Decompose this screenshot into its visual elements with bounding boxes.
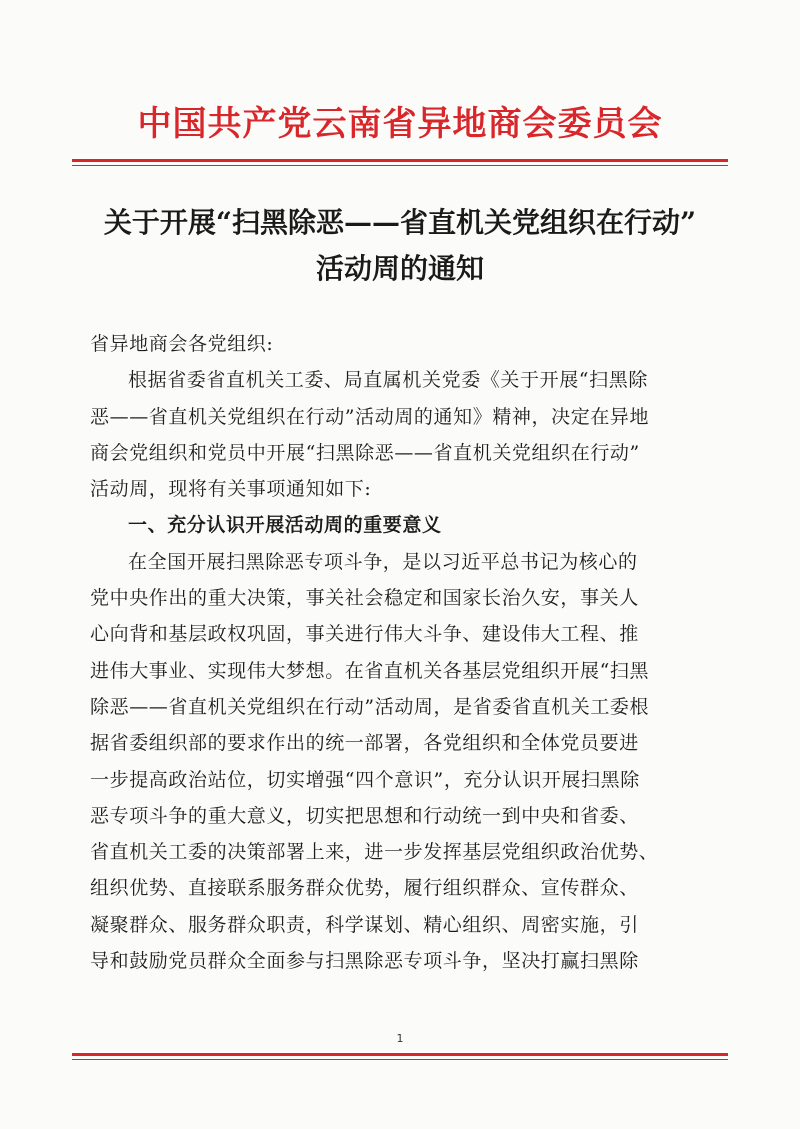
title-line-1: 关于开展“扫黑除恶——省直机关党组织在行动”	[103, 206, 697, 239]
body-line: 党中央作出的重大决策，事关社会稳定和国家长治久安，事关人	[90, 587, 639, 610]
document-body	[90, 326, 710, 979]
header-rule-thick	[72, 159, 728, 162]
salutation: 省异地商会各党组织:	[90, 333, 274, 355]
footer-rule-thin	[72, 1059, 728, 1060]
body-line: 商会党组织和党员中开展“扫黑除恶——省直机关党组织在行动”	[90, 441, 640, 464]
header-rule-thin	[72, 165, 728, 166]
body-line: 省直机关工委的决策部署上来，进一步发挥基层党组织政治优势、	[90, 841, 659, 864]
body-line: 活动周，现将有关事项通知如下:	[90, 478, 372, 501]
body-line: 进伟大事业、实现伟大梦想。在省直机关各基层党组织开展“扫黑	[90, 659, 650, 682]
section-heading: 一、充分认识开展活动周的重要意义	[128, 514, 442, 537]
footer-rule-thick	[72, 1053, 728, 1056]
title-line-2: 活动周的通知	[315, 252, 484, 285]
body-line: 除恶——省直机关党组织在行动”活动周，是省委省直机关工委根	[90, 695, 650, 718]
document-title	[0, 200, 800, 292]
body-line: 一步提高政治站位，切实增强“四个意识”，充分认识开展扫黑除	[90, 768, 640, 791]
organization-header: 中国共产党云南省异地商会委员会	[137, 104, 663, 144]
body-line: 根据省委省直机关工委、局直属机关党委《关于开展“扫黑除	[128, 369, 648, 392]
body-line: 凝聚群众、服务群众职责，科学谋划、精心组织、周密实施，引	[90, 913, 639, 936]
body-line: 恶专项斗争的重大意义，切实把思想和行动统一到中央和省委、	[90, 804, 639, 827]
body-line: 组织优势、直接联系服务群众优势，履行组织群众、宣传群众、	[90, 877, 639, 900]
body-line: 导和鼓励党员群众全面参与扫黑除恶专项斗争，坚决打赢扫黑除	[90, 950, 639, 973]
body-line: 据省委组织部的要求作出的统一部署，各党组织和全体党员要进	[90, 732, 639, 755]
page-number: 1	[396, 1032, 404, 1045]
body-line: 心向背和基层政权巩固，事关进行伟大斗争、建设伟大工程、推	[90, 623, 639, 646]
body-line: 恶——省直机关党组织在行动”活动周的通知》精神，决定在异地	[90, 405, 650, 428]
body-line: 在全国开展扫黑除恶专项斗争，是以习近平总书记为核心的	[128, 550, 638, 573]
